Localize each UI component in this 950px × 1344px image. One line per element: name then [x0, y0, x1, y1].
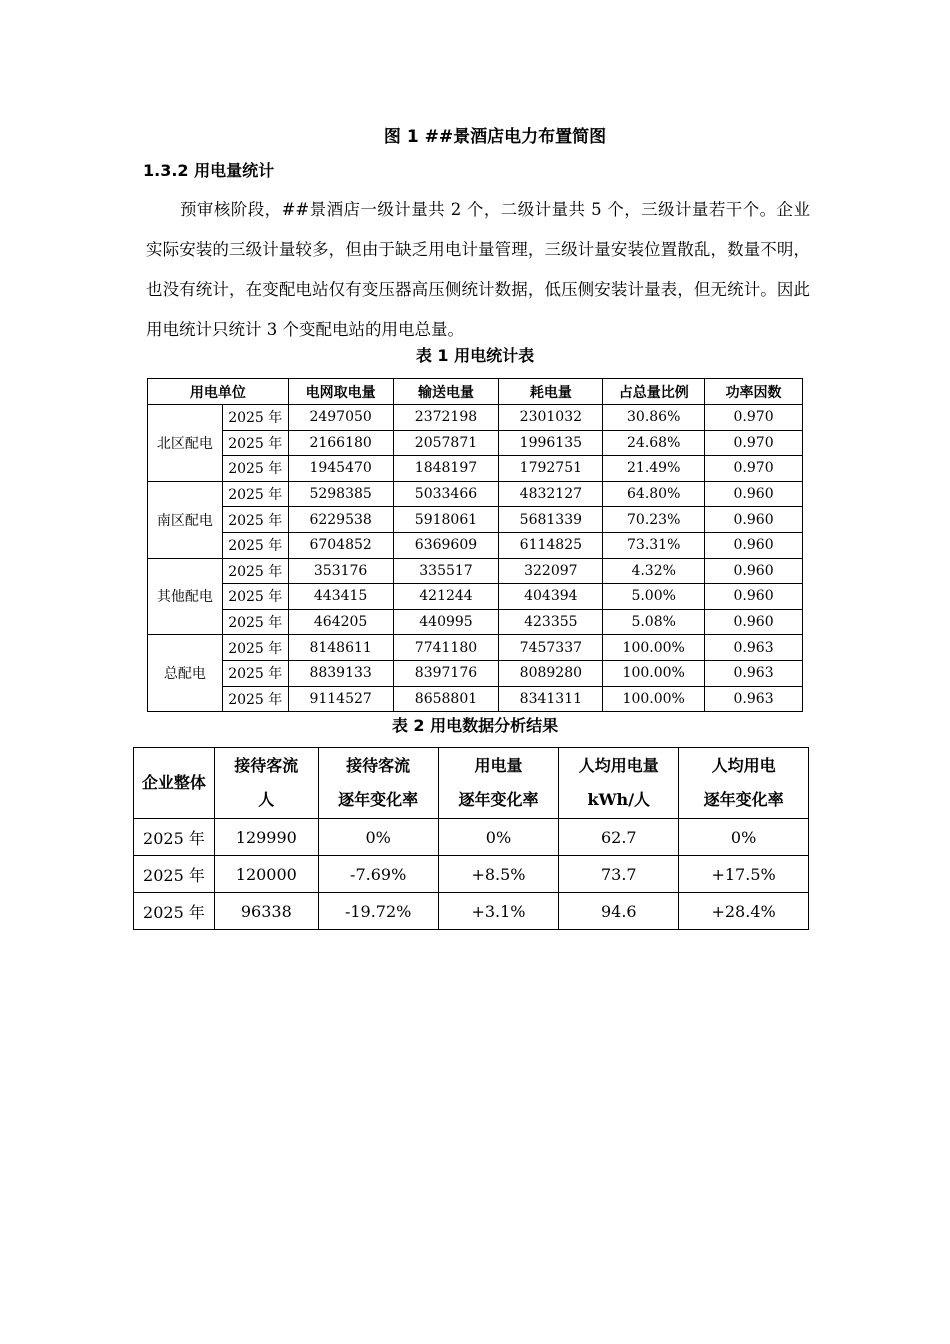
table2-header-cell: [134, 748, 215, 819]
table-cell: 120000: [214, 856, 318, 893]
figure-caption: 图 1 ##景酒店电力布置简图: [383, 127, 607, 147]
table-cell: 2025 年: [222, 635, 288, 661]
table-cell: +17.5%: [679, 856, 809, 893]
table-cell: 0%: [318, 819, 438, 856]
header-line: 逐年变化率: [703, 790, 784, 809]
electricity-statistics-table: [147, 378, 803, 712]
table-cell: 8658801: [393, 686, 499, 712]
table-row: [148, 635, 803, 661]
table-cell: 2497050: [288, 405, 393, 431]
table-cell: 6369609: [393, 532, 499, 558]
table-row: [148, 584, 803, 610]
table-cell: 21.49%: [603, 456, 705, 482]
table-row: [148, 686, 803, 712]
table-cell: 64.80%: [603, 481, 705, 507]
header-line: 人均用电量: [578, 756, 659, 775]
table-cell: 73.31%: [603, 532, 705, 558]
table-cell: 96338: [214, 893, 318, 930]
table-cell: 0.963: [705, 660, 803, 686]
table-cell: +28.4%: [679, 893, 809, 930]
section-heading: 1.3.2 用电量统计: [143, 161, 275, 180]
table-row: [148, 507, 803, 533]
header-line: 接待客流: [234, 756, 299, 775]
table-cell: 322097: [499, 558, 603, 584]
table-cell: 6114825: [499, 532, 603, 558]
table-cell: 2025 年: [222, 609, 288, 635]
table-cell: 9114527: [288, 686, 393, 712]
table-cell: +8.5%: [438, 856, 559, 893]
table-cell: 94.6: [559, 893, 679, 930]
header-line: 人均用电: [711, 756, 776, 775]
table-cell: 0.970: [705, 456, 803, 482]
header-line: 逐年变化率: [458, 790, 539, 809]
header-line: 逐年变化率: [338, 790, 419, 809]
table-row: [148, 532, 803, 558]
table1-header-row: [148, 379, 803, 405]
table-cell: 353176: [288, 558, 393, 584]
table-row: [148, 558, 803, 584]
table-cell: 1848197: [393, 456, 499, 482]
table-cell: 6704852: [288, 532, 393, 558]
table-cell: 100.00%: [603, 686, 705, 712]
table-row: [148, 430, 803, 456]
table-cell: +3.1%: [438, 893, 559, 930]
table-cell: 4.32%: [603, 558, 705, 584]
table-cell: 129990: [214, 819, 318, 856]
table2-header-cell: [214, 748, 318, 819]
table-cell: 0.960: [705, 532, 803, 558]
table-cell: 0.963: [705, 635, 803, 661]
table-cell: 100.00%: [603, 660, 705, 686]
table1-header-cell: 输送电量: [393, 379, 499, 405]
table1-header-cell: 功率因数: [705, 379, 803, 405]
table-cell: 404394: [499, 584, 603, 610]
table-row: [134, 856, 809, 893]
table-cell: 70.23%: [603, 507, 705, 533]
table1-header-cell: 用电单位: [148, 379, 289, 405]
table-cell: 0.960: [705, 481, 803, 507]
body-paragraph: 预审核阶段，##景酒店一级计量共 2 个，二级计量共 5 个，三级计量若干个。企业实际安装的三级计量较多，但由于缺乏用电计量管理，三级计量安装位置散乱，数量不明，也没有统计，在变配电站仅有变压器高压侧统计数据，低压侧安装计量表，但无统计。因此用电统计只统计 3 个变配电站的用电总量。: [146, 200, 810, 339]
table-cell: 8089280: [499, 660, 603, 686]
table-row: [148, 481, 803, 507]
table-row: [148, 456, 803, 482]
table-cell: 1792751: [499, 456, 603, 482]
table-cell: 2301032: [499, 405, 603, 431]
table-cell: 2025 年: [222, 584, 288, 610]
table-cell: 5918061: [393, 507, 499, 533]
table-cell: 8839133: [288, 660, 393, 686]
table-cell: 7741180: [393, 635, 499, 661]
table-cell: 440995: [393, 609, 499, 635]
table-row: [148, 609, 803, 635]
table-cell: 30.86%: [603, 405, 705, 431]
header-line: 用电量: [474, 756, 523, 775]
table-cell: 2025 年: [222, 660, 288, 686]
table-cell: 423355: [499, 609, 603, 635]
table-cell: 5681339: [499, 507, 603, 533]
table-cell: 8148611: [288, 635, 393, 661]
table-cell: 2057871: [393, 430, 499, 456]
unit-cell: 其他配电: [148, 558, 223, 635]
table-cell: 464205: [288, 609, 393, 635]
table-cell: 2025 年: [222, 430, 288, 456]
table-cell: -19.72%: [318, 893, 438, 930]
table-cell: 62.7: [559, 819, 679, 856]
table-cell: 5.08%: [603, 609, 705, 635]
table-cell: 7457337: [499, 635, 603, 661]
table-cell: 0.960: [705, 609, 803, 635]
header-line: 企业整体: [141, 773, 206, 792]
table1-header-cell: 电网取电量: [288, 379, 393, 405]
table-cell: 2025 年: [134, 856, 215, 893]
table-cell: 0.963: [705, 686, 803, 712]
table-row: [134, 893, 809, 930]
table-cell: 0.970: [705, 405, 803, 431]
table-row: [148, 660, 803, 686]
table2-header-row: [134, 748, 809, 819]
table-cell: 2025 年: [134, 893, 215, 930]
table-cell: 2025 年: [222, 507, 288, 533]
table-cell: 100.00%: [603, 635, 705, 661]
header-line: 人: [258, 790, 275, 809]
table-cell: 2025 年: [222, 686, 288, 712]
table2-header-cell: [438, 748, 559, 819]
table-cell: 5033466: [393, 481, 499, 507]
table-cell: 8341311: [499, 686, 603, 712]
table-cell: 421244: [393, 584, 499, 610]
table-cell: 0%: [438, 819, 559, 856]
table-cell: 2025 年: [222, 456, 288, 482]
table2-header-cell: [559, 748, 679, 819]
table-cell: 443415: [288, 584, 393, 610]
table-cell: 1945470: [288, 456, 393, 482]
header-line: kWh/人: [587, 790, 651, 809]
table-cell: 2166180: [288, 430, 393, 456]
unit-cell: 总配电: [148, 635, 223, 712]
table-cell: -7.69%: [318, 856, 438, 893]
unit-cell: 北区配电: [148, 405, 223, 482]
table1-caption: 表 1 用电统计表: [415, 346, 535, 365]
table1-header-cell: 占总量比例: [603, 379, 705, 405]
table-cell: 2025 年: [222, 481, 288, 507]
table-cell: 8397176: [393, 660, 499, 686]
table-cell: 6229538: [288, 507, 393, 533]
table-cell: 0.960: [705, 558, 803, 584]
table-cell: 5298385: [288, 481, 393, 507]
table2-caption: 表 2 用电数据分析结果: [391, 716, 559, 735]
table-cell: 24.68%: [603, 430, 705, 456]
table-cell: 4832127: [499, 481, 603, 507]
header-line: 接待客流: [346, 756, 411, 775]
table-cell: 2025 年: [222, 532, 288, 558]
table-cell: 335517: [393, 558, 499, 584]
table-cell: 1996135: [499, 430, 603, 456]
table-cell: 73.7: [559, 856, 679, 893]
table-cell: 0%: [679, 819, 809, 856]
table-cell: 2025 年: [222, 405, 288, 431]
table-cell: 2025 年: [222, 558, 288, 584]
table-row: [148, 405, 803, 431]
table1-header-cell: 耗电量: [499, 379, 603, 405]
table-cell: 0.960: [705, 507, 803, 533]
table-cell: 5.00%: [603, 584, 705, 610]
electricity-analysis-table: [133, 747, 809, 930]
table2-header-cell: [318, 748, 438, 819]
unit-cell: 南区配电: [148, 481, 223, 558]
table-cell: 2025 年: [134, 819, 215, 856]
table-cell: 0.960: [705, 584, 803, 610]
table-cell: 2372198: [393, 405, 499, 431]
table2-header-cell: [679, 748, 809, 819]
table-row: [134, 819, 809, 856]
table-cell: 0.970: [705, 430, 803, 456]
